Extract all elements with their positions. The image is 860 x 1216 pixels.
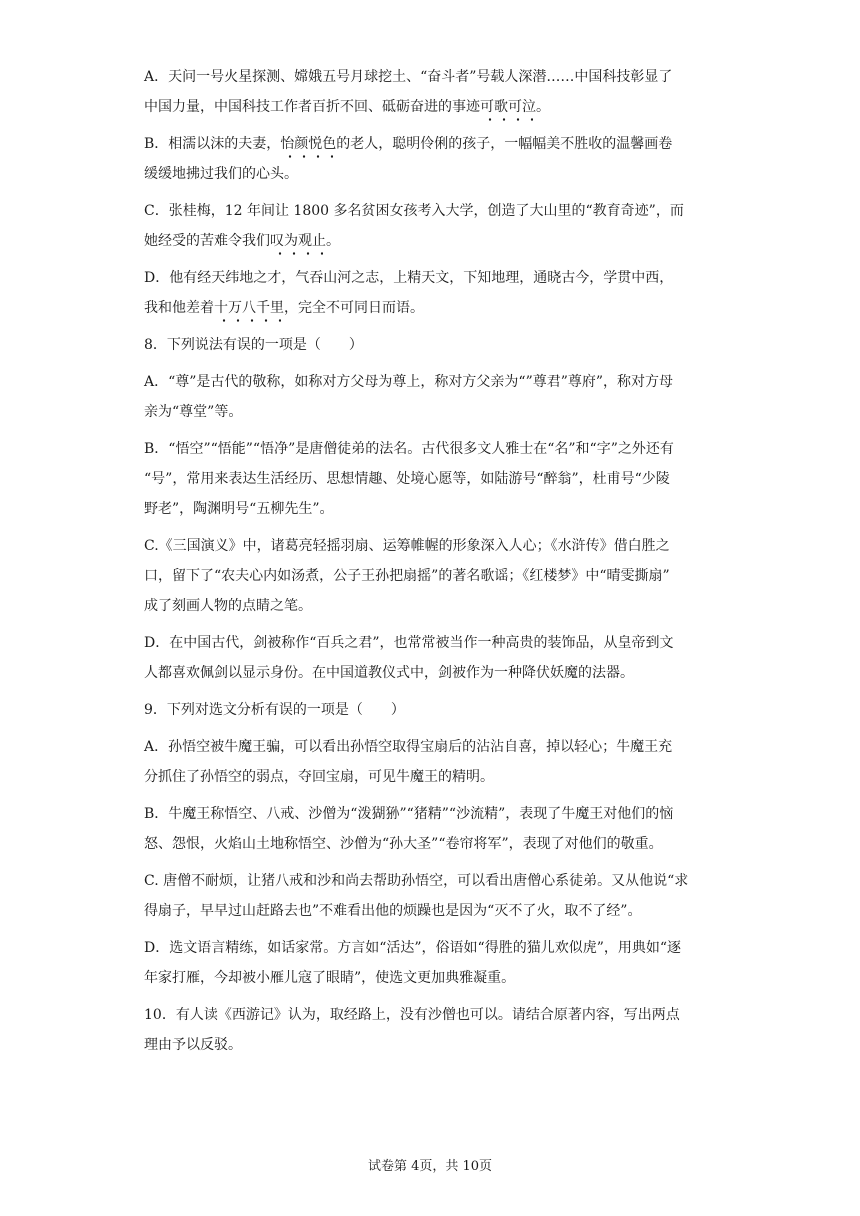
q7-option-c-line-1: C．张桂梅，12 年间让 1800 多名贫困女孩考入大学，创造了大山里的“教育奇迹”，而 — [144, 203, 684, 219]
option-line: 怒、怨恨，火焰山土地称悟空、沙僧为“孙大圣”“卷帘将军”，表现了对他们的敬重。 — [144, 836, 663, 852]
q9-option-d — [144, 939, 720, 987]
option-line: A．孙悟空被牛魔王骗，可以看出孙悟空取得宝扇后的沾沾自喜，掉以轻心；牛魔王充 — [144, 739, 673, 755]
emphasized-phrase: 可歌可泣 — [480, 99, 536, 115]
q7-option-c-line-2 — [144, 232, 720, 250]
text: ，完全不可同日而语。 — [284, 300, 424, 316]
q7-option-d — [144, 269, 720, 317]
emphasized-phrase: 怡颜悦色 — [280, 136, 337, 152]
q8-stem: 8．下列说法有误的一项是（ ） — [144, 337, 363, 353]
q7-option-b-line-1 — [144, 135, 720, 153]
option-line: B．“悟空”“悟能”“悟净”是唐僧徒弟的法名。古代很多文人雅士在“名”和“字”之外还有 — [144, 441, 674, 457]
option-line: 亲为“尊堂”等。 — [144, 404, 243, 420]
option-line: 人都喜欢佩剑以显示身份。在中国道教仪式中，剑被作为一种降伏妖魔的法器。 — [144, 665, 634, 681]
page-footer: 试卷第 4页，共 10页 — [367, 1159, 493, 1174]
q7-option-a-line-1: A．天问一号火星探测、嫦娥五号月球挖土、“奋斗者”号载人深潜……中国科技彰显了 — [144, 69, 673, 85]
q10-stem-line-1: 10．有人读《西游记》认为，取经路上，没有沙僧也可以。请结合原著内容，写出两点 — [144, 1007, 680, 1023]
emphasized-phrase: 十万八千里 — [214, 300, 284, 316]
option-line: D．在中国古代，剑被称作“百兵之君”，也常常被当作一种高贵的装饰品，从皇帝到文 — [144, 635, 674, 651]
q7-option-a-line-2 — [144, 98, 720, 116]
q7-option-b-line-2: 缓缓地拂过我们的心头。 — [144, 166, 298, 182]
q9-option-a — [144, 738, 720, 786]
text: 我和他差着 — [144, 300, 214, 316]
q8-option-a — [144, 373, 720, 421]
q7-option-b — [144, 135, 720, 183]
text: 。 — [326, 233, 340, 249]
exam-page-content — [144, 68, 720, 1054]
option-line: 年家打雁，今却被小雁儿寇了眼睛”，使选文更加典雅凝重。 — [144, 970, 516, 986]
emphasized-phrase: 叹为观止 — [270, 233, 326, 249]
q8-option-d — [144, 634, 720, 682]
option-line: C.《三国演义》中，诸葛亮轻摇羽扇、运筹帷幄的形象深入人心；《水浒传》借白胜之 — [144, 538, 670, 554]
q9-option-c — [144, 872, 720, 920]
q8-option-b — [144, 440, 720, 518]
option-line: 野老”，陶渊明号“五柳先生”。 — [144, 501, 334, 517]
option-line: A．“尊”是古代的敬称，如称对方父母为尊上，称对方父亲为“”尊君”尊府”，称对方母 — [144, 374, 674, 390]
q7-option-c — [144, 202, 720, 250]
q7-option-d-line-2 — [144, 299, 720, 317]
text: 。 — [536, 99, 550, 115]
option-line: 成了刻画人物的点睛之笔。 — [144, 598, 312, 614]
option-line: B．牛魔王称悟空、八戒、沙僧为“泼猢狲”“猪精”“沙流精”，表现了牛魔王对他们的恼 — [144, 806, 674, 822]
option-line: 分抓住了孙悟空的弱点，夺回宝扇，可见牛魔王的精明。 — [144, 769, 494, 785]
q9-stem: 9．下列对选文分析有误的一项是（ ） — [144, 702, 405, 718]
option-line: 得扇子，早早过山赶路去也”不难看出他的烦躁也是因为“灭不了火，取不了经”。 — [144, 903, 642, 919]
text: 的老人，聪明伶俐的孩子，一幅幅美不胜收的温馨画卷 — [336, 136, 673, 152]
option-line: D．选文语言精练，如话家常。方言如“活达”，俗语如“得胜的猫儿欢似虎”，用典如“逐 — [144, 940, 682, 956]
option-line: C. 唐僧不耐烦，让猪八戒和沙和尚去帮助孙悟空，可以看出唐僧心系徒弟。又从他说“求 — [144, 873, 689, 889]
option-line: “号”，常用来表达生活经历、思想情趣、处境心愿等，如陆游号“醉翁”，杜甫号“少陵 — [144, 471, 670, 487]
option-line: 口，留下了“农夫心内如汤煮，公子王孙把扇摇”的著名歌谣；《红楼梦》中“晴雯撕扇” — [144, 568, 670, 584]
text: 她经受的苦难令我们 — [144, 233, 270, 249]
q8-option-c — [144, 537, 720, 615]
q9-option-b — [144, 805, 720, 853]
q10-stem-line-2: 理由予以反驳。 — [144, 1037, 242, 1053]
q7-option-a — [144, 68, 720, 116]
text: 中国力量，中国科技工作者百折不回、砥砺奋进的事迹 — [144, 99, 480, 115]
text: B．相濡以沫的夫妻， — [144, 136, 281, 152]
q7-option-d-line-1: D．他有经天纬地之才，气吞山河之志，上精天文，下知地理，通晓古今，学贯中西， — [144, 270, 674, 286]
q10-question — [144, 1006, 720, 1054]
